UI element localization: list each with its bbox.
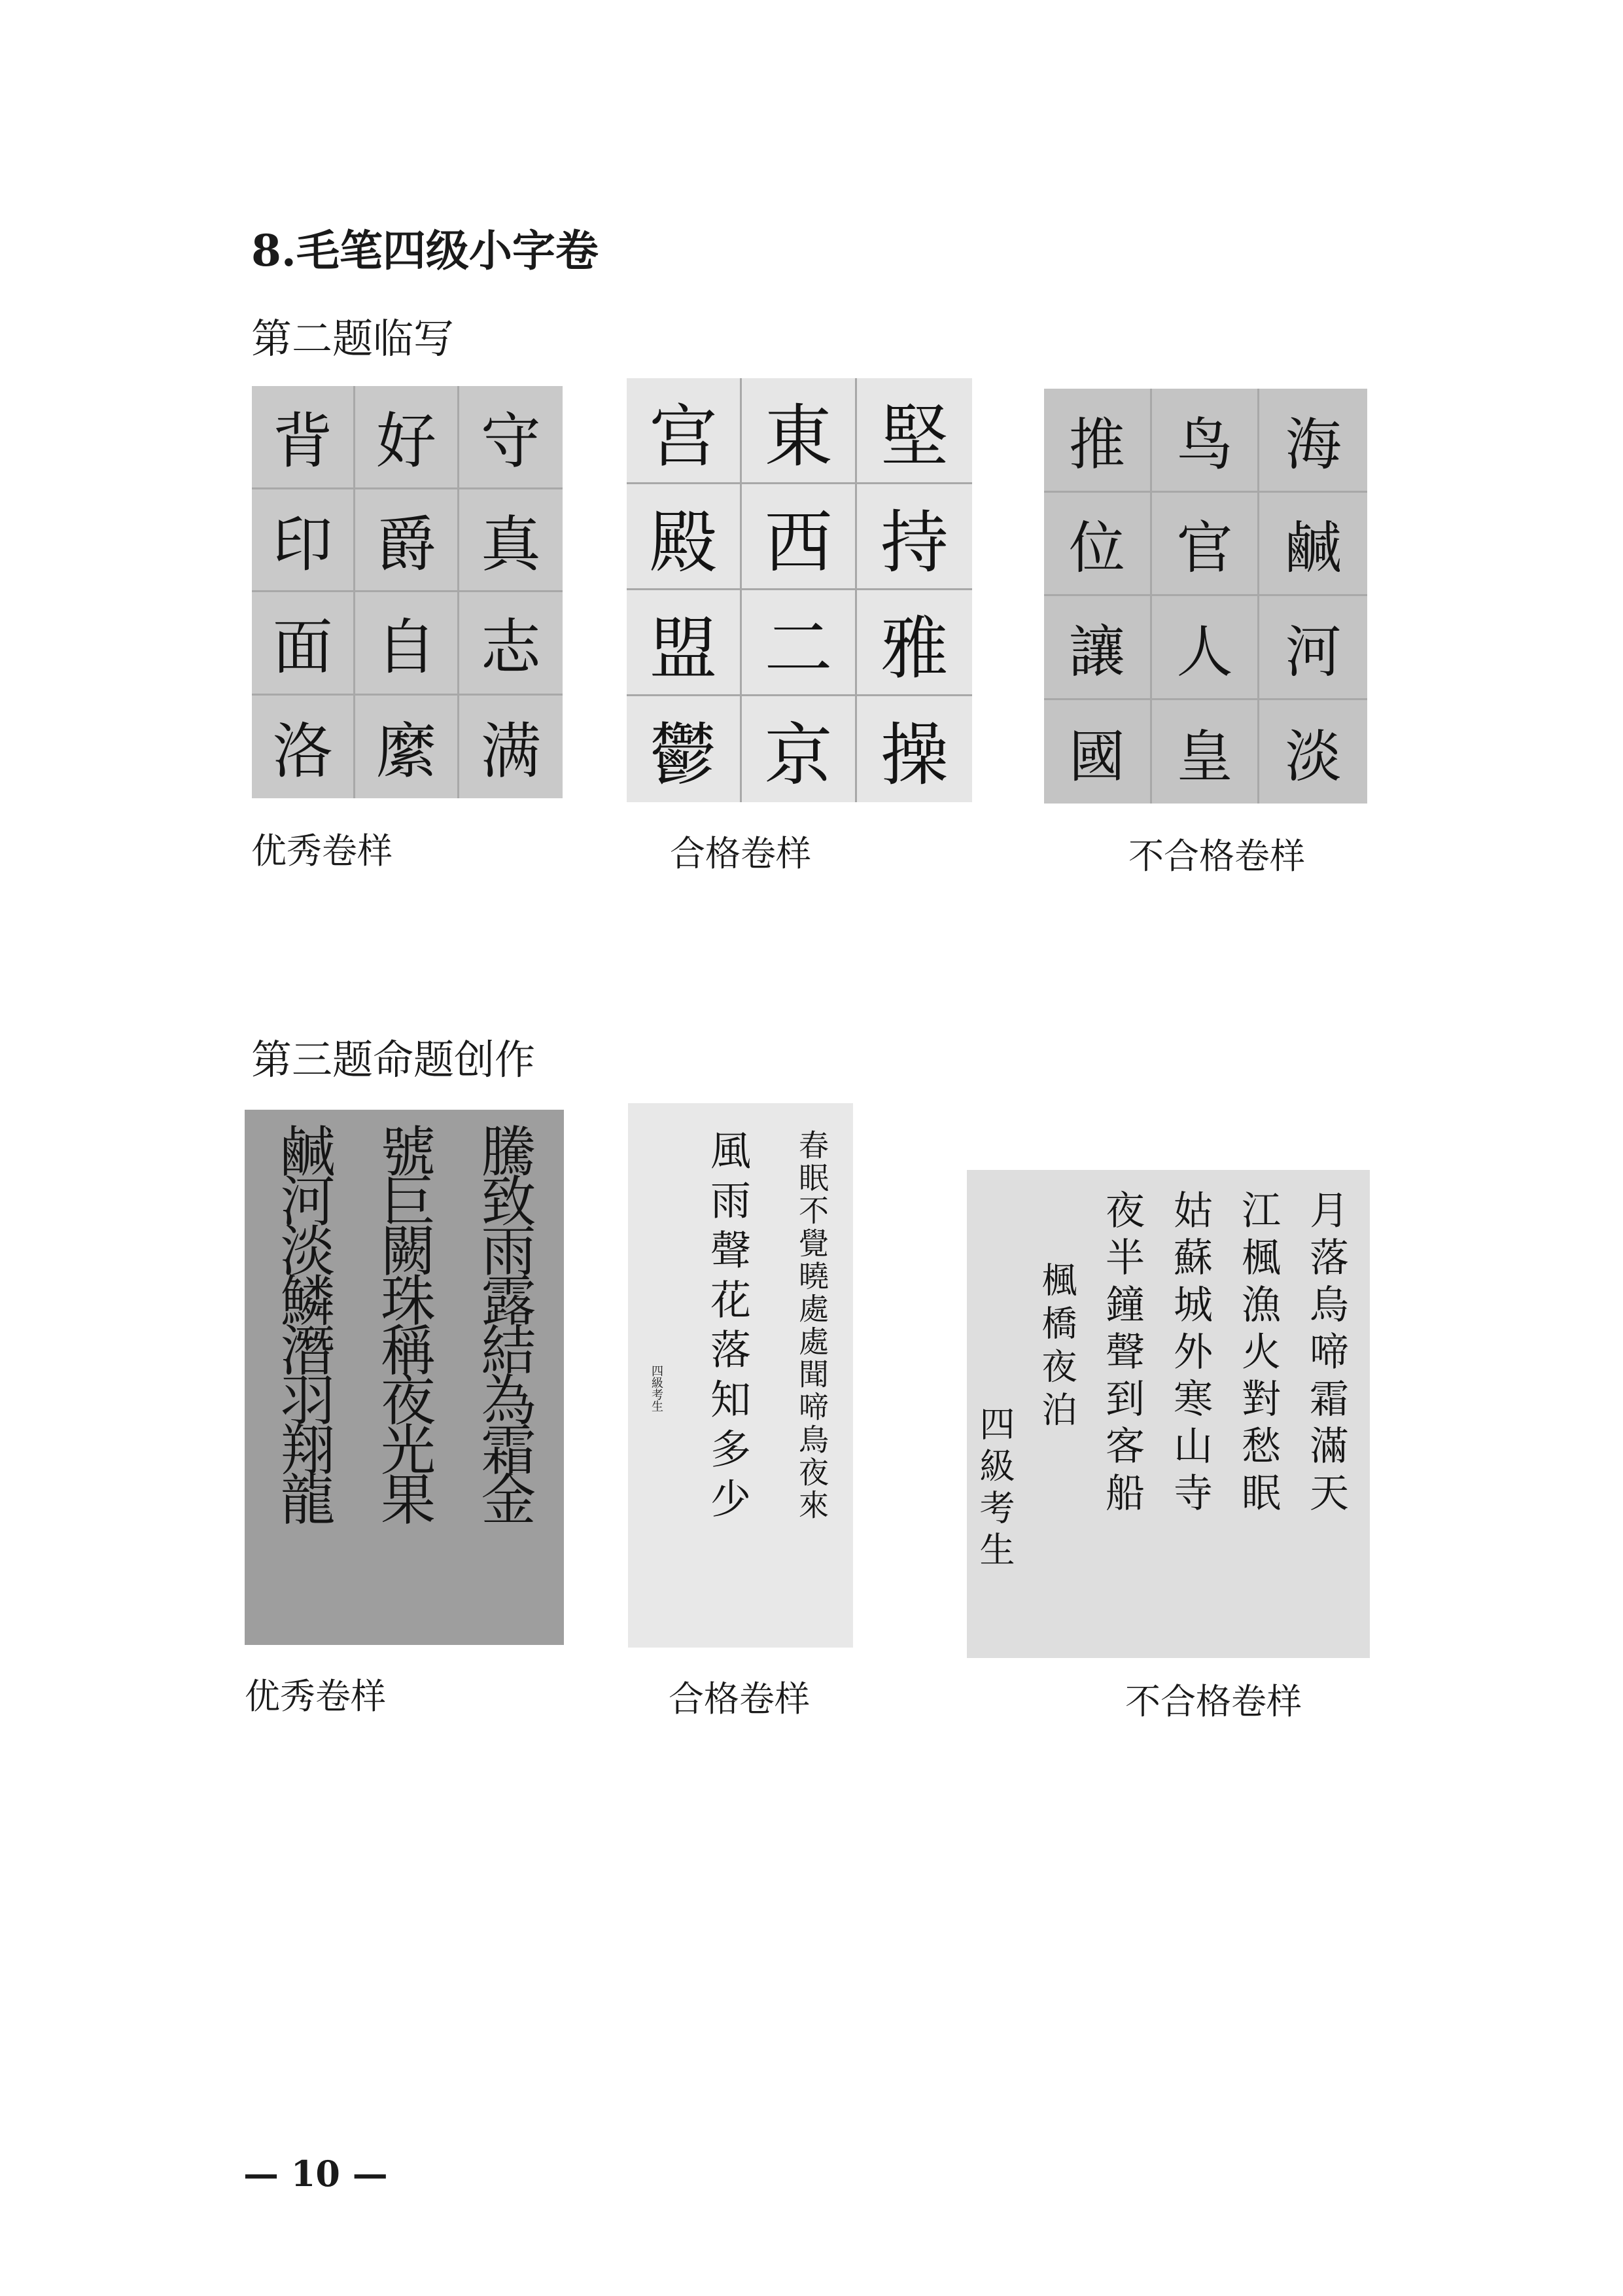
grid-cell: 宫 bbox=[627, 378, 742, 484]
grid-cell: 西 bbox=[742, 484, 857, 590]
caption-copy-fail: 不合格卷样 bbox=[1128, 836, 1305, 877]
grid-cell: 河 bbox=[1259, 596, 1367, 700]
grid-cell: 鸟 bbox=[1152, 389, 1260, 493]
section-title: 8.毛笔四级小字卷 bbox=[251, 225, 599, 276]
grid-cell: 推 bbox=[1044, 389, 1152, 493]
grid-cell: 印 bbox=[252, 489, 355, 593]
creation-sample-pass bbox=[628, 1103, 853, 1648]
copy-sample-fail bbox=[1044, 389, 1367, 804]
grid-cell: 满 bbox=[480, 716, 541, 787]
grid-cell: 堅 bbox=[857, 378, 972, 484]
grid-cell: 志 bbox=[459, 592, 563, 696]
creation-pass-column-2: 風雨聲花落知多少 bbox=[703, 1129, 752, 1527]
creation-excellent-column-2: 號巨闕珠稱夜光果 bbox=[372, 1123, 436, 1521]
grid-cell: 東 bbox=[742, 378, 857, 484]
caption-creation-excellent: 优秀卷样 bbox=[245, 1676, 386, 1717]
grid-cell: 鬱 bbox=[627, 696, 742, 802]
grid-cell: 守 bbox=[459, 386, 563, 489]
grid-cell: 海 bbox=[1259, 389, 1367, 493]
grid-cell: 淡 bbox=[1285, 724, 1342, 790]
grid-cell: 殿 bbox=[627, 484, 742, 590]
grid-cell: 京 bbox=[742, 696, 857, 802]
grid-cell: 背 bbox=[252, 386, 355, 489]
grid-cell: 洛 bbox=[252, 696, 355, 799]
grid-cell: 面 bbox=[252, 592, 355, 696]
grid-cell: 讓 bbox=[1044, 596, 1152, 700]
copy-sample-excellent bbox=[252, 386, 563, 798]
creation-fail-signature: 四級考生 bbox=[974, 1405, 1015, 1573]
grid-cell: 縻 bbox=[355, 696, 459, 799]
creation-fail-column-5: 楓橋夜泊 bbox=[1036, 1262, 1077, 1434]
grid-cell: 真 bbox=[459, 489, 563, 593]
grid-cell: 操 bbox=[880, 715, 949, 795]
grid-cell: 位 bbox=[1044, 493, 1152, 597]
caption-copy-pass: 合格卷样 bbox=[670, 833, 811, 874]
creation-fail-column-1: 月落烏啼霜滿天 bbox=[1303, 1190, 1349, 1519]
grid-cell: 好 bbox=[355, 386, 459, 489]
grid-cell: 持 bbox=[857, 484, 972, 590]
creation-excellent-column-1: 騰致雨露結為霜金 bbox=[472, 1123, 536, 1521]
grid-cell: 雅 bbox=[857, 590, 972, 696]
grid-cell: 官 bbox=[1152, 493, 1260, 597]
grid-cell: 爵 bbox=[355, 489, 459, 593]
creation-pass-column-1: 春眠不覺曉處處聞啼鳥夜來 bbox=[794, 1129, 829, 1522]
creation-fail-column-3: 姑蘇城外寒山寺 bbox=[1167, 1190, 1213, 1519]
grid-cell: 皇 bbox=[1152, 700, 1260, 804]
grid-cell: 自 bbox=[355, 592, 459, 696]
grid-cell: 鹹 bbox=[1259, 493, 1367, 597]
creation-sample-excellent bbox=[245, 1110, 564, 1645]
question-2-heading: 第二题临写 bbox=[251, 315, 455, 362]
grid-cell: 國 bbox=[1044, 700, 1152, 804]
grid-cell: 人 bbox=[1152, 596, 1260, 700]
grid-cell: 盟 bbox=[627, 590, 742, 696]
grid-cell: 二 bbox=[742, 590, 857, 696]
page-number: — 10 — bbox=[243, 2153, 388, 2195]
caption-copy-excellent: 优秀卷样 bbox=[251, 830, 393, 872]
caption-creation-pass: 合格卷样 bbox=[669, 1678, 810, 1720]
creation-excellent-column-3: 鹹河淡鱗潛羽翔龍 bbox=[271, 1123, 336, 1521]
question-3-heading: 第三题命题创作 bbox=[251, 1036, 536, 1084]
creation-sample-fail bbox=[967, 1170, 1370, 1658]
creation-fail-column-4: 夜半鐘聲到客船 bbox=[1099, 1190, 1145, 1519]
creation-fail-column-2: 江楓漁火對愁眠 bbox=[1235, 1190, 1281, 1519]
caption-creation-fail: 不合格卷样 bbox=[1125, 1681, 1302, 1722]
copy-sample-pass bbox=[627, 378, 972, 802]
creation-pass-signature: 四級考生 bbox=[650, 1365, 663, 1412]
